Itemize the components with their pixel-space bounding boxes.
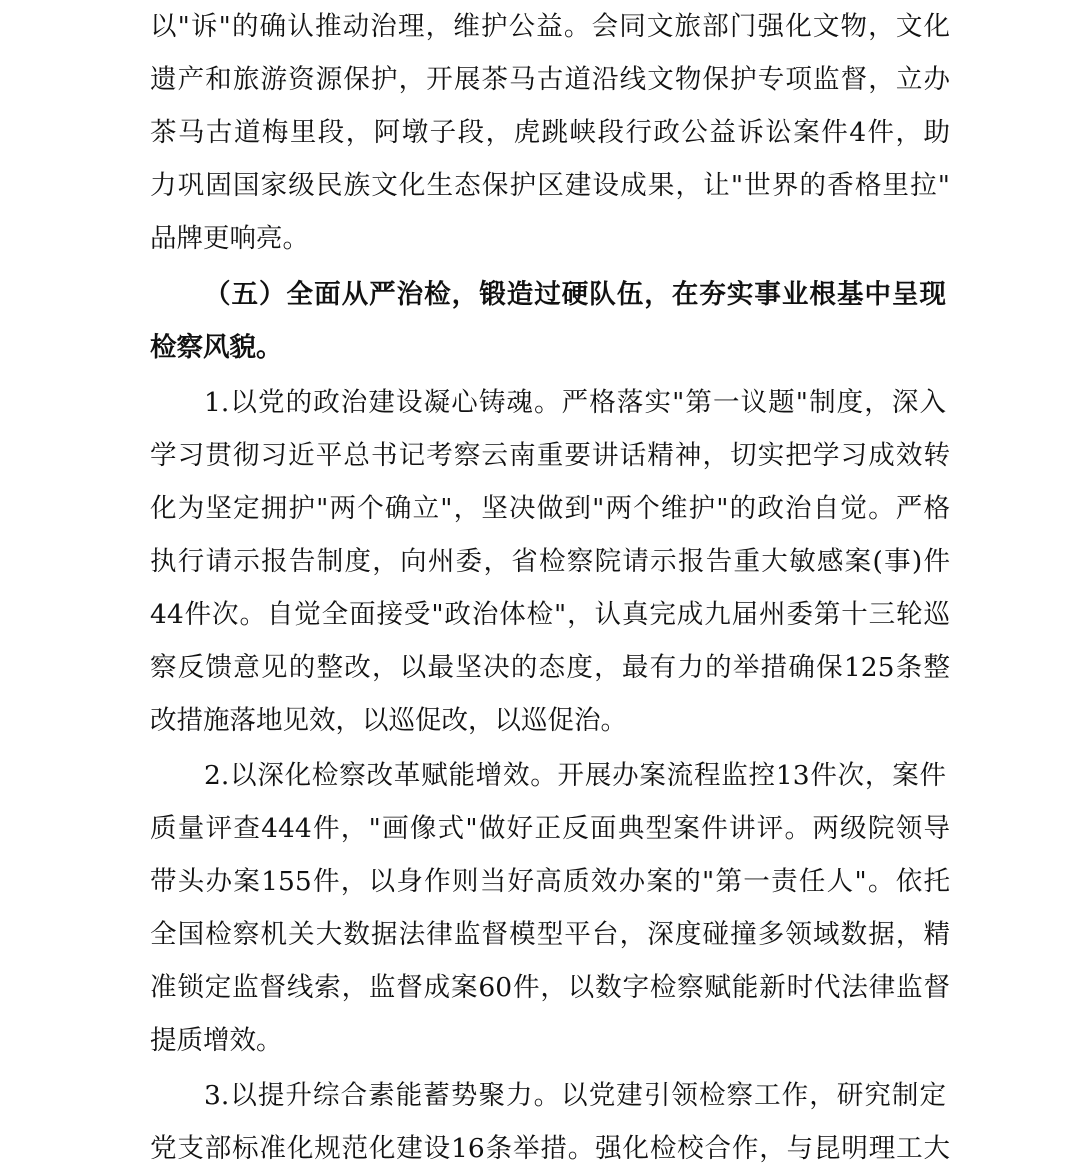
paragraph-line: 改措施落地见效，以巡促改，以巡促治。	[150, 705, 627, 736]
paragraph-line: 1.以党的政治建设凝心铸魂。严格落实"第一议题"制度，深入	[204, 387, 946, 418]
section-heading: （五）全面从严治检，锻造过硬队伍，在夯实事业根基中呈现	[204, 279, 946, 310]
paragraph-line: 学习贯彻习近平总书记考察云南重要讲话精神，切实把学习成效转	[150, 440, 950, 471]
paragraph-line: 茶马古道梅里段，阿墩子段，虎跳峡段行政公益诉讼案件4件，助	[150, 117, 950, 148]
paragraph-line: 党支部标准化规范化建设16条举措。强化检校合作，与昆明理工大	[150, 1133, 950, 1164]
paragraph-line: 执行请示报告制度，向州委，省检察院请示报告重大敏感案(事)件	[150, 546, 950, 577]
paragraph-line: 准锁定监督线索，监督成案60件，以数字检察赋能新时代法律监督	[150, 972, 950, 1003]
paragraph-line: 化为坚定拥护"两个确立"，坚决做到"两个维护"的政治自觉。严格	[150, 493, 950, 524]
section-heading: 检察风貌。	[150, 332, 283, 363]
paragraph-line: 3.以提升综合素能蓄势聚力。以党建引领检察工作，研究制定	[204, 1080, 946, 1111]
paragraph-line: 遗产和旅游资源保护，开展茶马古道沿线文物保护专项监督，立办	[150, 64, 950, 95]
paragraph-line: 品牌更响亮。	[150, 223, 309, 254]
paragraph-line: 力巩固国家级民族文化生态保护区建设成果，让"世界的香格里拉"	[150, 170, 950, 201]
paragraph-line: 全国检察机关大数据法律监督模型平台，深度碰撞多领域数据，精	[150, 919, 950, 950]
paragraph-line: 带头办案155件，以身作则当好高质效办案的"第一责任人"。依托	[150, 866, 950, 897]
paragraph-line: 提质增效。	[150, 1025, 283, 1056]
paragraph-line: 质量评查444件，"画像式"做好正反面典型案件讲评。两级院领导	[150, 813, 950, 844]
paragraph-line: 察反馈意见的整改，以最坚决的态度，最有力的举措确保125条整	[150, 652, 950, 683]
paragraph-line: 以"诉"的确认推动治理，维护公益。会同文旅部门强化文物，文化	[150, 11, 950, 42]
paragraph-line: 44件次。自觉全面接受"政治体检"，认真完成九届州委第十三轮巡	[150, 599, 950, 630]
paragraph-line: 2.以深化检察改革赋能增效。开展办案流程监控13件次，案件	[204, 760, 946, 791]
